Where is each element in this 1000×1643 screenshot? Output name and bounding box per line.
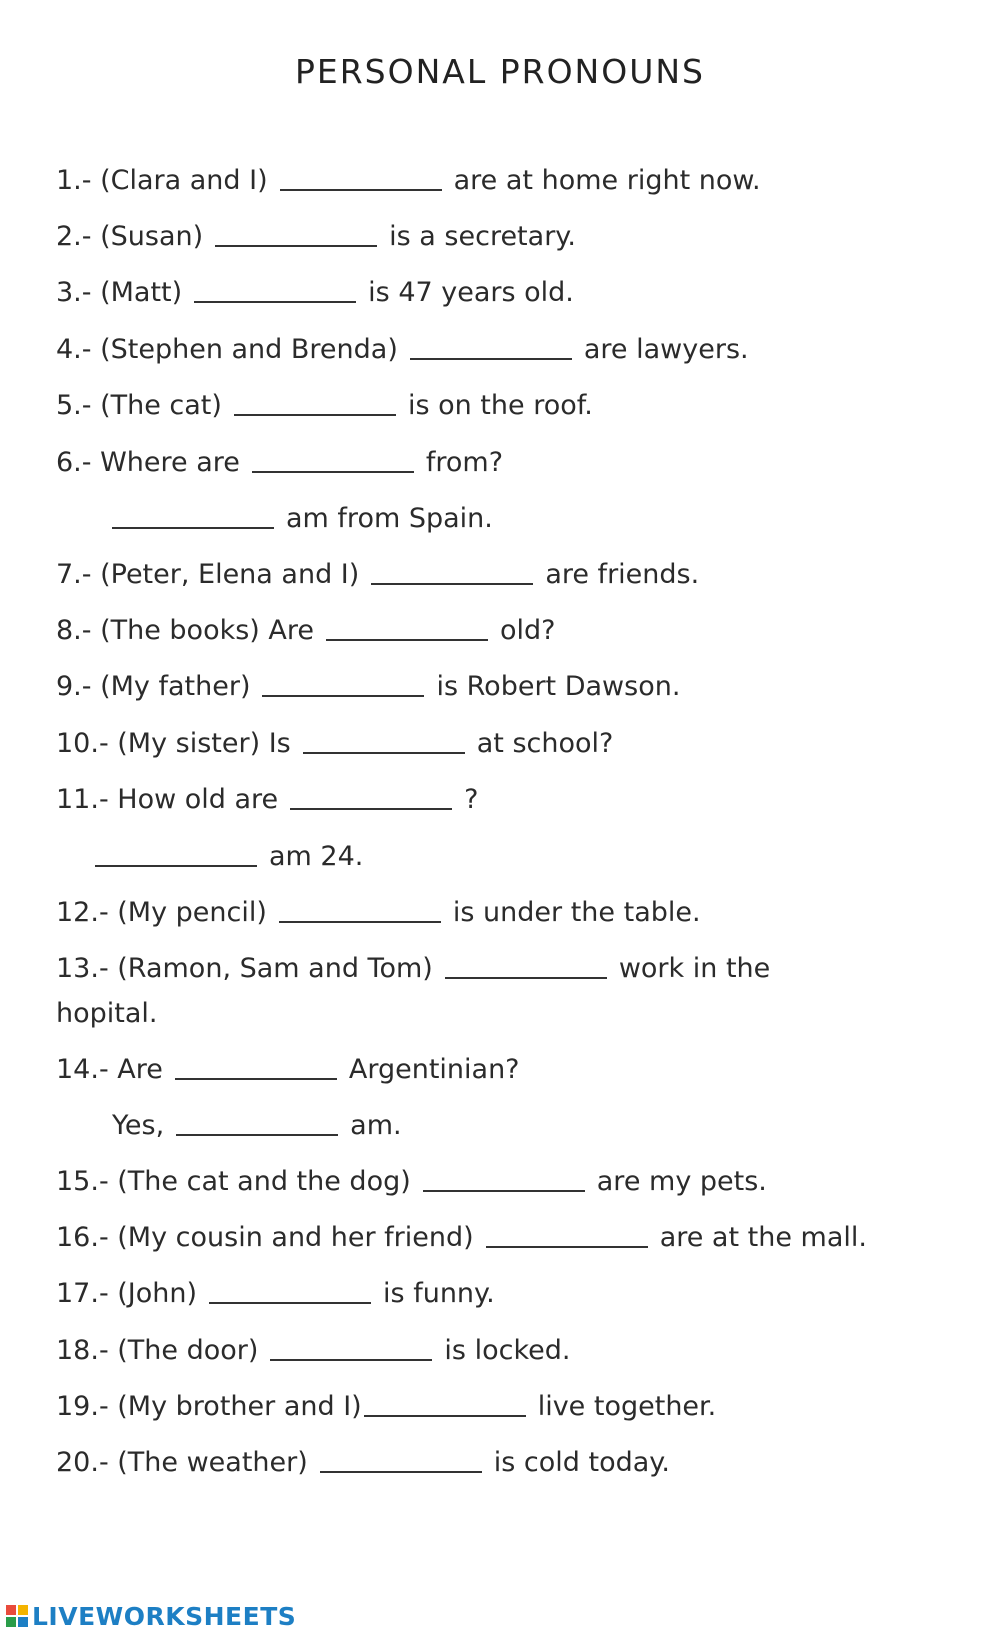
answer-blank[interactable]	[364, 1415, 526, 1417]
exercise-text: am 24.	[269, 841, 364, 872]
exercise-line	[56, 991, 158, 1031]
exercise-line	[56, 946, 770, 986]
answer-blank[interactable]	[234, 414, 396, 416]
exercise-line	[56, 777, 479, 817]
exercise-text: is a secretary.	[389, 221, 577, 252]
exercise-text: Yes,	[112, 1110, 165, 1141]
answer-blank[interactable]	[279, 921, 441, 923]
logo-square-green	[6, 1617, 16, 1627]
exercise-text: at school?	[476, 728, 614, 759]
exercise-line	[112, 496, 493, 536]
logo-square-red	[6, 1605, 16, 1615]
answer-blank[interactable]	[410, 358, 572, 360]
exercise-line	[56, 1215, 867, 1255]
logo-square-yellow	[18, 1605, 28, 1615]
worksheet-title: PERSONAL PRONOUNS	[295, 52, 705, 91]
answer-blank[interactable]	[175, 1078, 337, 1080]
exercise-text: 6.- Where are	[56, 447, 240, 478]
liveworksheets-logo-icon	[6, 1605, 28, 1627]
exercise-text: 13.- (Ramon, Sam and Tom)	[56, 953, 433, 984]
answer-blank[interactable]	[270, 1359, 432, 1361]
exercise-text: 5.- (The cat)	[56, 390, 222, 421]
answer-blank[interactable]	[326, 639, 488, 641]
answer-blank[interactable]	[303, 752, 465, 754]
exercise-text: old?	[500, 615, 556, 646]
exercise-text: is Robert Dawson.	[436, 671, 681, 702]
answer-blank[interactable]	[215, 245, 377, 247]
exercise-line	[56, 214, 576, 254]
exercise-text: 7.- (Peter, Elena and I)	[56, 559, 360, 590]
exercise-text: ?	[464, 784, 479, 815]
exercise-text: are friends.	[545, 559, 700, 590]
exercise-text: 9.- (My father)	[56, 671, 251, 702]
answer-blank[interactable]	[486, 1246, 648, 1248]
exercise-text: are at home right now.	[453, 165, 761, 196]
exercise-line	[56, 327, 749, 367]
exercise-text: 3.- (Matt)	[56, 277, 183, 308]
answer-blank[interactable]	[423, 1190, 585, 1192]
exercise-line	[56, 1159, 767, 1199]
exercise-text: 17.- (John)	[56, 1278, 198, 1309]
exercise-line	[56, 721, 613, 761]
exercise-line	[56, 1384, 716, 1424]
answer-blank[interactable]	[371, 583, 533, 585]
exercise-line	[56, 440, 503, 480]
exercise-text: work in the	[618, 953, 771, 984]
exercise-text: is under the table.	[452, 897, 701, 928]
exercise-line	[56, 383, 593, 423]
exercise-text: is on the roof.	[407, 390, 593, 421]
exercise-text: hopital.	[56, 998, 158, 1029]
exercise-text: 19.- (My brother and I)	[56, 1391, 362, 1422]
liveworksheets-footer	[6, 1598, 296, 1634]
exercise-text: is 47 years old.	[368, 277, 574, 308]
exercise-text: Argentinian?	[348, 1054, 520, 1085]
answer-blank[interactable]	[252, 471, 414, 473]
exercise-line	[56, 890, 701, 930]
logo-square-blue	[18, 1617, 28, 1627]
exercise-line	[56, 1440, 670, 1480]
exercise-line	[56, 552, 699, 592]
exercise-text: 12.- (My pencil)	[56, 897, 267, 928]
exercise-text: 14.- Are	[56, 1054, 163, 1085]
exercise-line	[56, 1328, 570, 1368]
liveworksheets-brand: LIVEWORKSHEETS	[32, 1601, 297, 1631]
exercise-text: is locked.	[444, 1335, 571, 1366]
exercise-text: am.	[350, 1110, 402, 1141]
exercise-line	[112, 1103, 402, 1143]
exercise-text: 2.- (Susan)	[56, 221, 204, 252]
exercise-line	[95, 834, 363, 874]
answer-blank[interactable]	[112, 527, 274, 529]
exercise-line	[56, 1047, 520, 1087]
exercise-text: live together.	[537, 1391, 717, 1422]
exercise-text: 10.- (My sister) Is	[56, 728, 291, 759]
exercise-line	[56, 608, 556, 648]
exercise-text: are lawyers.	[583, 334, 749, 365]
exercise-text: is cold today.	[493, 1447, 671, 1478]
exercise-text: 1.- (Clara and I)	[56, 165, 268, 196]
answer-blank[interactable]	[280, 189, 442, 191]
exercise-line	[56, 664, 680, 704]
exercise-text: are at the mall.	[659, 1222, 867, 1253]
answer-blank[interactable]	[262, 695, 424, 697]
answer-blank[interactable]	[445, 977, 607, 979]
answer-blank[interactable]	[290, 808, 452, 810]
exercise-text: am from Spain.	[286, 503, 493, 534]
exercise-line	[56, 158, 761, 198]
answer-blank[interactable]	[194, 301, 356, 303]
answer-blank[interactable]	[320, 1471, 482, 1473]
answer-blank[interactable]	[95, 865, 257, 867]
exercise-text: 18.- (The door)	[56, 1335, 259, 1366]
exercise-text: are my pets.	[596, 1166, 767, 1197]
answer-blank[interactable]	[209, 1302, 371, 1304]
answer-blank[interactable]	[176, 1134, 338, 1136]
exercise-text: 20.- (The weather)	[56, 1447, 308, 1478]
exercise-line	[56, 270, 574, 310]
exercise-text: from?	[425, 447, 504, 478]
exercise-line	[56, 1271, 495, 1311]
exercise-text: 4.- (Stephen and Brenda)	[56, 334, 398, 365]
exercise-text: 11.- How old are	[56, 784, 279, 815]
exercise-text: 16.- (My cousin and her friend)	[56, 1222, 474, 1253]
exercise-text: 8.- (The books) Are	[56, 615, 315, 646]
exercise-text: 15.- (The cat and the dog)	[56, 1166, 411, 1197]
exercise-text: is funny.	[383, 1278, 495, 1309]
